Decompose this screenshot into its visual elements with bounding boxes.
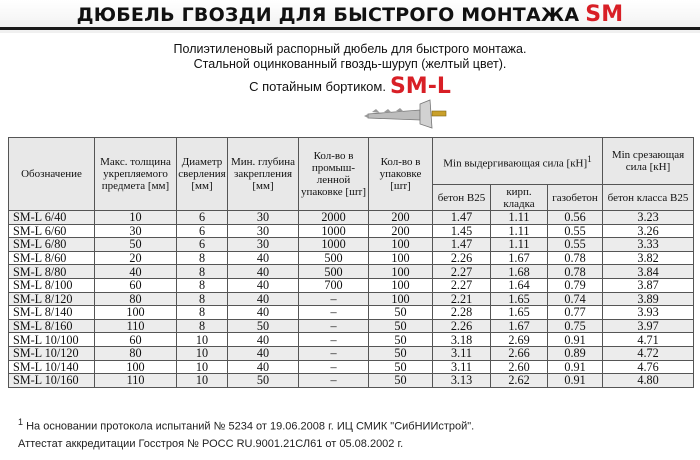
table-cell: 3.11 bbox=[433, 346, 491, 360]
description-line-2: Стальной оцинкованный гвоздь-шуруп (желтый цвет). bbox=[193, 57, 507, 71]
row-designation: SM-L 6/80 bbox=[9, 238, 95, 252]
specs-table bbox=[8, 137, 694, 388]
table-cell: 3.89 bbox=[603, 292, 694, 306]
table-cell: 0.56 bbox=[548, 211, 603, 225]
table-row bbox=[9, 292, 694, 306]
table-cell: 2000 bbox=[299, 211, 369, 225]
table-cell: 0.55 bbox=[548, 224, 603, 238]
table-cell: 2.27 bbox=[433, 278, 491, 292]
table-cell: 40 bbox=[95, 265, 177, 279]
table-cell: 3.87 bbox=[603, 278, 694, 292]
table-cell: 50 bbox=[95, 238, 177, 252]
table-cell: 500 bbox=[299, 251, 369, 265]
table-cell: 3.18 bbox=[433, 333, 491, 347]
table-cell: 2.26 bbox=[433, 319, 491, 333]
table-cell: 1.47 bbox=[433, 238, 491, 252]
table-cell: 1.47 bbox=[433, 211, 491, 225]
table-cell: 40 bbox=[228, 346, 299, 360]
table-row bbox=[9, 306, 694, 320]
table-row bbox=[9, 211, 694, 225]
footnote bbox=[18, 414, 474, 453]
table-cell: 4.72 bbox=[603, 346, 694, 360]
table-cell: 8 bbox=[177, 251, 228, 265]
table-cell: 2.26 bbox=[433, 251, 491, 265]
header-min-depth: Мин. глубина закрепления [мм] bbox=[228, 138, 299, 211]
header-pull-concrete: бетон B25 bbox=[433, 185, 491, 211]
table-cell: 3.26 bbox=[603, 224, 694, 238]
table-cell: 40 bbox=[228, 306, 299, 320]
table-cell: 8 bbox=[177, 319, 228, 333]
description-line-3: С потайным бортиком. bbox=[249, 79, 386, 94]
table-cell: 8 bbox=[177, 306, 228, 320]
header-underline bbox=[0, 27, 700, 30]
row-designation: SM-L 10/160 bbox=[9, 374, 95, 388]
table-cell: 3.84 bbox=[603, 265, 694, 279]
table-cell: 8 bbox=[177, 292, 228, 306]
table-row bbox=[9, 333, 694, 347]
table-cell: 40 bbox=[228, 265, 299, 279]
table-cell: 700 bbox=[299, 278, 369, 292]
table-cell: 4.76 bbox=[603, 360, 694, 374]
header-pull-brick: кирп. кладка bbox=[491, 185, 548, 211]
table-row bbox=[9, 238, 694, 252]
table-cell: 1.11 bbox=[491, 238, 548, 252]
table-cell: 1.11 bbox=[491, 211, 548, 225]
table-row bbox=[9, 265, 694, 279]
table-cell: 3.23 bbox=[603, 211, 694, 225]
table-cell: 6 bbox=[177, 238, 228, 252]
row-designation: SM-L 8/100 bbox=[9, 278, 95, 292]
row-designation: SM-L 8/160 bbox=[9, 319, 95, 333]
table-cell: 40 bbox=[228, 292, 299, 306]
table-cell: 100 bbox=[369, 265, 433, 279]
table-cell: 50 bbox=[369, 306, 433, 320]
table-cell: 0.78 bbox=[548, 265, 603, 279]
row-designation: SM-L 10/100 bbox=[9, 333, 95, 347]
header-designation: Обозначение bbox=[9, 138, 95, 211]
table-cell: 100 bbox=[369, 251, 433, 265]
table-row bbox=[9, 319, 694, 333]
row-designation: SM-L 8/120 bbox=[9, 292, 95, 306]
table-cell: 80 bbox=[95, 346, 177, 360]
table-cell: 3.11 bbox=[433, 360, 491, 374]
table-cell: 30 bbox=[228, 211, 299, 225]
table-cell: 80 bbox=[95, 292, 177, 306]
table-cell: – bbox=[299, 374, 369, 388]
footnote-line-1: $^1$ На основании протокола испытаний № 5234 от 19.06.2008 г. ИЦ СМИК "СибНИИстрой". bbox=[18, 417, 475, 433]
table-cell: 110 bbox=[95, 319, 177, 333]
description-line-3-wrap bbox=[0, 74, 700, 99]
table-cell: 10 bbox=[95, 211, 177, 225]
table-cell: 1.68 bbox=[491, 265, 548, 279]
table-cell: 30 bbox=[228, 224, 299, 238]
table-cell: 50 bbox=[228, 319, 299, 333]
table-cell: 3.13 bbox=[433, 374, 491, 388]
table-cell: 0.77 bbox=[548, 306, 603, 320]
header-pull-group: Min выдергивающая сила [кН]$^1$ bbox=[433, 138, 603, 185]
table-row bbox=[9, 360, 694, 374]
table-cell: 50 bbox=[369, 346, 433, 360]
table-cell: 200 bbox=[369, 224, 433, 238]
table-cell: 100 bbox=[369, 278, 433, 292]
header-shear-group: Min срезающая сила [кН] bbox=[603, 138, 694, 185]
table-cell: 2.60 bbox=[491, 360, 548, 374]
table-row bbox=[9, 278, 694, 292]
table-cell: 10 bbox=[177, 346, 228, 360]
table-cell: – bbox=[299, 292, 369, 306]
table-cell: 40 bbox=[228, 278, 299, 292]
table-cell: 50 bbox=[369, 360, 433, 374]
table-cell: 30 bbox=[228, 238, 299, 252]
table-cell: 0.79 bbox=[548, 278, 603, 292]
table-cell: 100 bbox=[95, 306, 177, 320]
header-max-thickness: Макс. толщина укрепляемого предмета [мм] bbox=[95, 138, 177, 211]
dowel-nail-icon bbox=[360, 90, 450, 132]
table-cell: 40 bbox=[228, 360, 299, 374]
model-name: SM-L bbox=[389, 74, 451, 99]
table-cell: 2.69 bbox=[491, 333, 548, 347]
table-cell: 1.65 bbox=[491, 292, 548, 306]
table-cell: 2.27 bbox=[433, 265, 491, 279]
header-shear-concrete: бетон класса B25 bbox=[603, 185, 694, 211]
table-cell: 1.11 bbox=[491, 224, 548, 238]
table-cell: 0.55 bbox=[548, 238, 603, 252]
row-designation: SM-L 10/120 bbox=[9, 346, 95, 360]
table-cell: 1.64 bbox=[491, 278, 548, 292]
table-cell: 100 bbox=[369, 238, 433, 252]
table-cell: 40 bbox=[228, 333, 299, 347]
table-row bbox=[9, 224, 694, 238]
page-title bbox=[0, 2, 700, 27]
table-cell: 60 bbox=[95, 333, 177, 347]
table-cell: 50 bbox=[369, 319, 433, 333]
row-designation: SM-L 8/60 bbox=[9, 251, 95, 265]
header-qty-industrial: Кол-во в промыш-ленной упаковке [шт] bbox=[299, 138, 369, 211]
table-cell: 0.78 bbox=[548, 251, 603, 265]
table-cell: 2.28 bbox=[433, 306, 491, 320]
table-cell: – bbox=[299, 306, 369, 320]
row-designation: SM-L 10/140 bbox=[9, 360, 95, 374]
table-row bbox=[9, 251, 694, 265]
table-cell: 1.65 bbox=[491, 306, 548, 320]
table-cell: 60 bbox=[95, 278, 177, 292]
table-cell: 3.33 bbox=[603, 238, 694, 252]
table-cell: 3.93 bbox=[603, 306, 694, 320]
table-cell: 6 bbox=[177, 211, 228, 225]
table-cell: – bbox=[299, 333, 369, 347]
table-cell: 8 bbox=[177, 265, 228, 279]
table-cell: 4.71 bbox=[603, 333, 694, 347]
header-drill-diameter: Диаметр сверления [мм] bbox=[177, 138, 228, 211]
table-cell: 0.91 bbox=[548, 333, 603, 347]
table-cell: – bbox=[299, 346, 369, 360]
table-cell: 4.80 bbox=[603, 374, 694, 388]
table-cell: – bbox=[299, 319, 369, 333]
table-cell: 0.91 bbox=[548, 360, 603, 374]
description-line-1: Полиэтиленовый распорный дюбель для быстрого монтажа. bbox=[173, 42, 527, 56]
table-cell: 10 bbox=[177, 333, 228, 347]
table-cell: 2.66 bbox=[491, 346, 548, 360]
table-cell: 20 bbox=[95, 251, 177, 265]
table-cell: 0.91 bbox=[548, 374, 603, 388]
table-cell: 1000 bbox=[299, 224, 369, 238]
title-accent: SM bbox=[585, 2, 624, 27]
table-cell: 50 bbox=[369, 333, 433, 347]
row-designation: SM-L 8/80 bbox=[9, 265, 95, 279]
table-cell: 110 bbox=[95, 374, 177, 388]
table-row bbox=[9, 374, 694, 388]
table-cell: 2.62 bbox=[491, 374, 548, 388]
table-cell: 100 bbox=[95, 360, 177, 374]
footnote-marker: 1 bbox=[18, 417, 24, 427]
table-cell: 0.75 bbox=[548, 319, 603, 333]
table-cell: 2.21 bbox=[433, 292, 491, 306]
table-cell: – bbox=[299, 360, 369, 374]
table-cell: 1000 bbox=[299, 238, 369, 252]
table-row bbox=[9, 346, 694, 360]
table-cell: 200 bbox=[369, 211, 433, 225]
footnote-line-2: Аттестат аккредитации Госстроя № РОСС RU.9001.21СЛ61 от 05.08.2002 г. bbox=[18, 437, 404, 450]
table-cell: 0.74 bbox=[548, 292, 603, 306]
table-cell: 6 bbox=[177, 224, 228, 238]
product-description bbox=[0, 42, 700, 99]
table-cell: 30 bbox=[95, 224, 177, 238]
table-cell: 10 bbox=[177, 360, 228, 374]
header-pull-gas-concrete: газобетон bbox=[548, 185, 603, 211]
table-cell: 3.82 bbox=[603, 251, 694, 265]
table-cell: 1.67 bbox=[491, 319, 548, 333]
table-cell: 50 bbox=[369, 374, 433, 388]
table-cell: 1.67 bbox=[491, 251, 548, 265]
header-qty-pack: Кол-во в упаковке [шт] bbox=[369, 138, 433, 211]
table-cell: 40 bbox=[228, 251, 299, 265]
table-cell: 1.45 bbox=[433, 224, 491, 238]
table-cell: 500 bbox=[299, 265, 369, 279]
table-cell: 3.97 bbox=[603, 319, 694, 333]
table-cell: 100 bbox=[369, 292, 433, 306]
row-designation: SM-L 6/40 bbox=[9, 211, 95, 225]
table-cell: 0.89 bbox=[548, 346, 603, 360]
row-designation: SM-L 6/60 bbox=[9, 224, 95, 238]
title-main: ДЮБЕЛЬ ГВОЗДИ ДЛЯ БЫСТРОГО МОНТАЖА bbox=[76, 4, 580, 26]
row-designation: SM-L 8/140 bbox=[9, 306, 95, 320]
table-body bbox=[9, 211, 694, 388]
table-cell: 50 bbox=[228, 374, 299, 388]
table-cell: 8 bbox=[177, 278, 228, 292]
table-cell: 10 bbox=[177, 374, 228, 388]
